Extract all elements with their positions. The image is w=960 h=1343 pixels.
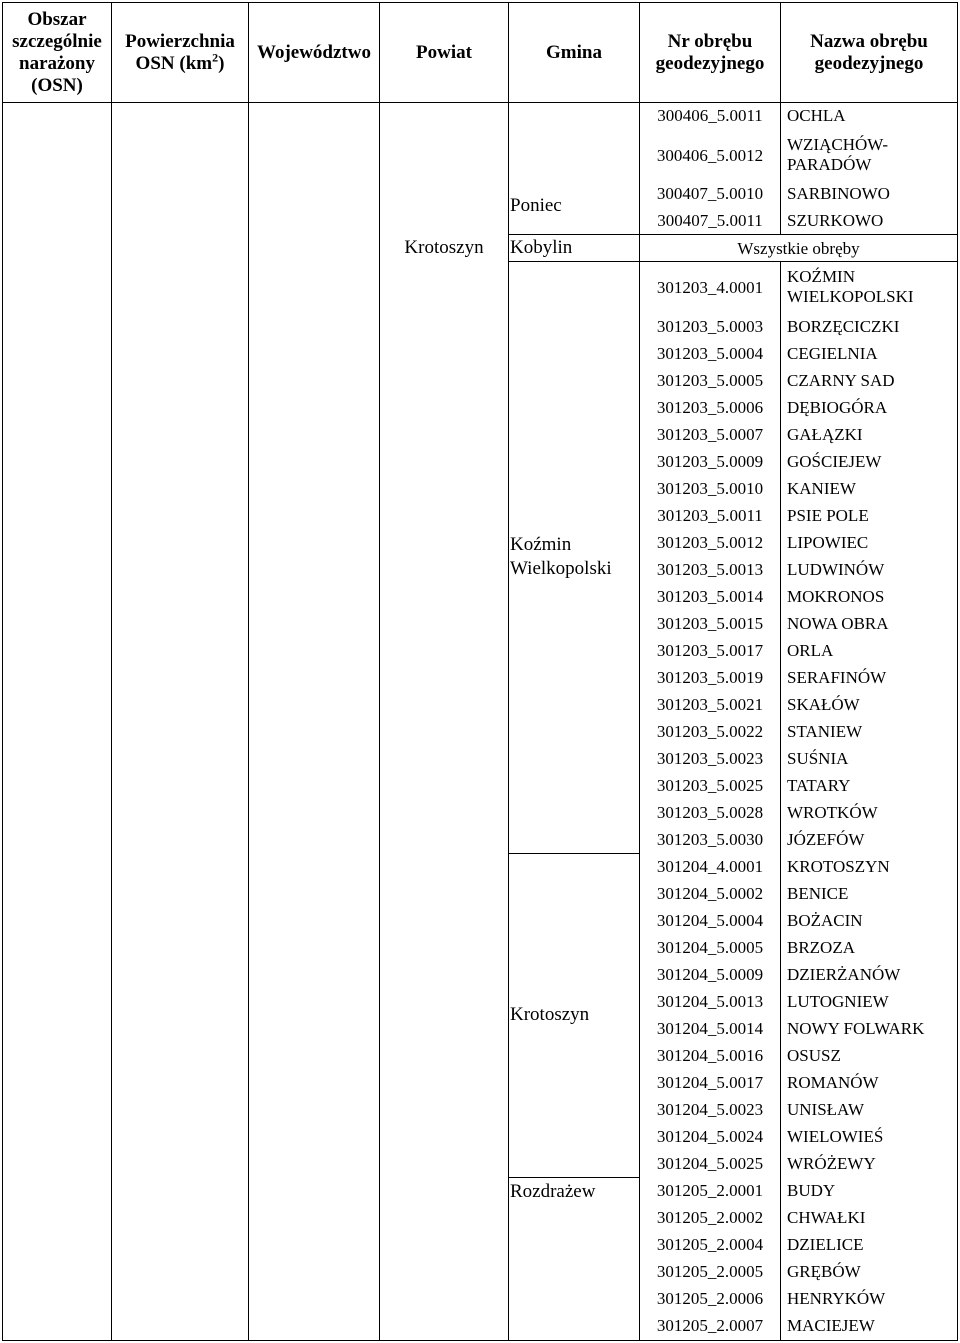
header-area-line1: Powierzchnia	[125, 30, 235, 52]
header-area-close: )	[218, 52, 225, 74]
row-name: BOŻACIN	[787, 911, 863, 930]
row-nr: 300407_5.0010	[656, 184, 764, 203]
row-nr: 300406_5.0011	[657, 106, 763, 125]
header-county: Powiat	[416, 41, 472, 63]
row-nr: 301203_5.0030	[656, 830, 764, 849]
row-nr: 301203_5.0021	[656, 695, 764, 714]
row-nr: 301204_5.0023	[656, 1100, 764, 1119]
row-nr: 301204_5.0002	[656, 884, 764, 903]
row-name-line: WIELKOPOLSKI	[787, 287, 914, 306]
row-name: CZARNY SAD	[787, 371, 895, 390]
commune-kozmin-line2: Wielkopolski	[510, 558, 612, 579]
row-name: NOWY FOLWARK	[787, 1019, 925, 1038]
grid-line	[2, 2, 958, 3]
row-nr: 301204_4.0001	[656, 857, 764, 876]
row-name: DZIERŻANÓW	[787, 965, 901, 984]
row-nr: 301203_5.0012	[656, 533, 764, 552]
row-name: STANIEW	[787, 722, 863, 741]
row-name: CHWAŁKI	[787, 1208, 866, 1227]
row-name: GRĘBÓW	[787, 1262, 861, 1281]
row-name-line: KOŹMIN	[787, 267, 855, 286]
row-name: PSIE POLE	[787, 506, 869, 525]
row-nr: 300407_5.0011	[657, 211, 763, 230]
row-nr: 301205_2.0005	[656, 1262, 764, 1281]
commune-kozmin	[510, 532, 638, 582]
row-name: BRZOZA	[787, 938, 855, 957]
row-nr: 301203_5.0013	[656, 560, 764, 579]
row-name: BORZĘCICZKI	[787, 317, 900, 336]
row-name: KANIEW	[787, 479, 856, 498]
row-nr: 301205_2.0001	[656, 1181, 764, 1200]
row-nr: 301205_2.0007	[656, 1316, 764, 1335]
row-nr: 301204_5.0024	[656, 1127, 764, 1146]
row-name: LIPOWIEC	[787, 533, 869, 552]
row-nr: 301205_2.0004	[656, 1235, 764, 1254]
row-name: MOKRONOS	[787, 587, 885, 606]
row-nr: 301203_5.0023	[656, 749, 764, 768]
header-osn-line: (OSN)	[31, 74, 83, 96]
row-name	[787, 262, 957, 312]
commune-kozmin-line1: Koźmin	[510, 534, 572, 555]
row-nr: 301203_5.0009	[656, 452, 764, 471]
row-nr: 301204_5.0005	[656, 938, 764, 957]
row-nr: 301203_5.0015	[656, 614, 764, 633]
header-area	[112, 0, 248, 105]
row-name: CEGIELNIA	[787, 344, 878, 363]
row-nr: 301203_5.0014	[656, 587, 764, 606]
kobylin-all-parcels: Wszystkie obręby	[737, 238, 860, 258]
row-name: SERAFINÓW	[787, 668, 887, 687]
header-name	[781, 0, 957, 105]
grid-line	[2, 2, 3, 1341]
row-nr: 300406_5.0012	[656, 145, 764, 165]
county-value: Krotoszyn	[404, 237, 484, 258]
commune-krotoszyn: Krotoszyn	[510, 1004, 590, 1025]
header-name-line1: Nazwa obrębu	[810, 30, 928, 52]
row-nr: 301205_2.0006	[656, 1289, 764, 1308]
row-nr: 301203_5.0019	[656, 668, 764, 687]
row-nr: 301204_5.0004	[656, 911, 764, 930]
row-name-line: PARADÓW	[787, 155, 872, 174]
row-nr: 301203_5.0022	[656, 722, 764, 741]
grid-line	[379, 2, 380, 1341]
header-nr-line2: geodezyjnego	[655, 52, 765, 74]
row-name: MACIEJEW	[787, 1316, 875, 1335]
row-name: SKAŁÓW	[787, 695, 860, 714]
row-name: SUŚNIA	[787, 749, 849, 768]
row-nr: 301203_5.0003	[656, 317, 764, 336]
row-nr: 301203_5.0017	[656, 641, 764, 660]
grid-line	[957, 2, 958, 1341]
row-name	[787, 130, 957, 180]
row-nr: 301203_5.0010	[656, 479, 764, 498]
row-name: NOWA OBRA	[787, 614, 889, 633]
grid-line	[248, 2, 249, 1341]
commune-poniec: Poniec	[510, 195, 562, 216]
row-name: DZIELICE	[787, 1235, 864, 1254]
header-osn	[3, 0, 111, 105]
header-area-sup: 2	[212, 50, 219, 65]
row-name: BENICE	[787, 884, 849, 903]
row-nr: 301203_5.0028	[656, 803, 764, 822]
header-osn-line: szczególnie	[12, 30, 102, 52]
row-name: ORLA	[787, 641, 834, 660]
header-voivodeship: Województwo	[257, 41, 371, 63]
row-nr: 301204_5.0017	[656, 1073, 764, 1092]
row-name: HENRYKÓW	[787, 1289, 886, 1308]
row-name: SARBINOWO	[787, 184, 890, 203]
row-name: WIELOWIEŚ	[787, 1127, 884, 1146]
row-name: OSUSZ	[787, 1046, 841, 1065]
row-nr: 301203_5.0007	[656, 425, 764, 444]
grid-line	[508, 261, 958, 262]
row-name: UNISŁAW	[787, 1100, 865, 1119]
header-name-line2: geodezyjnego	[814, 52, 924, 74]
grid-line	[780, 261, 781, 1341]
header-osn-line: Obszar	[27, 8, 87, 30]
grid-line	[508, 1177, 640, 1178]
row-nr: 301204_5.0013	[656, 992, 764, 1011]
commune-rozdrazew: Rozdrażew	[510, 1181, 596, 1202]
row-nr: 301203_5.0004	[656, 344, 764, 363]
header-nr	[640, 0, 780, 105]
row-name: BUDY	[787, 1181, 836, 1200]
row-name: GAŁĄZKI	[787, 425, 863, 444]
grid-line	[2, 102, 958, 103]
row-name: DĘBIOGÓRA	[787, 398, 888, 417]
row-nr: 301203_5.0006	[656, 398, 764, 417]
row-nr: 301204_5.0016	[656, 1046, 764, 1065]
row-nr: 301203_5.0011	[657, 506, 763, 525]
header-osn-line: narażony	[19, 52, 95, 74]
grid-line	[780, 2, 781, 235]
grid-line	[2, 1340, 958, 1341]
row-nr: 301204_5.0025	[656, 1154, 764, 1173]
row-name: ROMANÓW	[787, 1073, 879, 1092]
row-nr: 301203_5.0005	[656, 371, 764, 390]
grid-line	[508, 234, 958, 235]
row-name: SZURKOWO	[787, 211, 884, 230]
row-nr: 301203_4.0001	[656, 277, 764, 297]
row-name: LUDWINÓW	[787, 560, 885, 579]
header-nr-line1: Nr obrębu	[667, 30, 753, 52]
row-name: WRÓŻEWY	[787, 1154, 876, 1173]
grid-line	[508, 853, 640, 854]
row-nr: 301203_5.0025	[656, 776, 764, 795]
grid-line	[639, 2, 640, 1341]
row-nr: 301204_5.0014	[656, 1019, 764, 1038]
row-name: KROTOSZYN	[787, 857, 890, 876]
grid-line	[508, 2, 509, 1341]
header-commune: Gmina	[546, 41, 602, 63]
row-name: OCHLA	[787, 106, 846, 125]
row-nr: 301205_2.0002	[656, 1208, 764, 1227]
row-name: TATARY	[787, 776, 851, 795]
row-name: LUTOGNIEW	[787, 992, 889, 1011]
row-name-line: WZIĄCHÓW-	[787, 135, 889, 154]
grid-line	[111, 2, 112, 1341]
commune-kobylin: Kobylin	[510, 237, 573, 258]
row-name: GOŚCIEJEW	[787, 452, 882, 471]
row-name: JÓZEFÓW	[787, 830, 865, 849]
header-area-line2: OSN (km	[135, 52, 213, 74]
row-name: WROTKÓW	[787, 803, 878, 822]
row-nr: 301204_5.0009	[656, 965, 764, 984]
